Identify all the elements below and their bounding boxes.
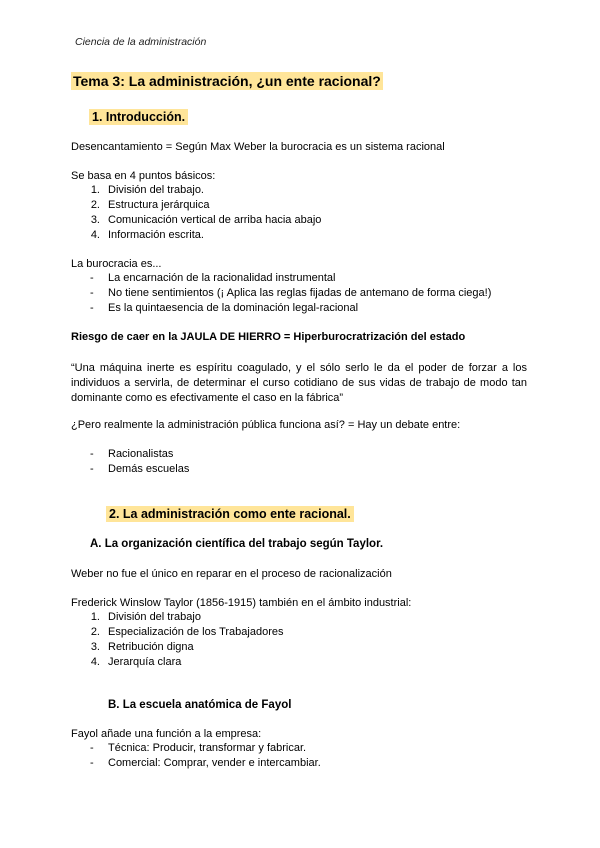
section-2-heading: 2. La administración como ente racional. — [106, 506, 354, 522]
list-item: - Es la quintaesencia de la dominación legal-racional — [90, 302, 359, 314]
subsection-a-heading: A. La organización científica del trabajo según Taylor. — [90, 538, 384, 550]
list-item: - Técnica: Producir, transformar y fabricar. — [90, 742, 307, 754]
list-item: 2. Especialización de los Trabajadores — [90, 626, 284, 638]
list-item: 3. Retribución digna — [90, 641, 194, 653]
fayol-intro: Fayol añade una función a la empresa: — [71, 728, 262, 740]
weber-racionalizacion-text: Weber no fue el único en reparar en el proceso de racionalización — [71, 568, 392, 580]
list-item: - Racionalistas — [90, 448, 174, 460]
list-item: 3. Comunicación vertical de arriba hacia abajo — [90, 214, 322, 226]
iron-cage-risk: Riesgo de caer en la JAULA DE HIERRO = Hiperburocratrización del estado — [71, 331, 466, 343]
basics-intro: Se basa en 4 puntos básicos: — [71, 170, 216, 182]
debate-question: ¿Pero realmente la administración pública funciona así? = Hay un debate entre: — [71, 419, 461, 431]
weber-quote: “Una máquina inerte es espíritu coagulado, y el sólo serlo le da el poder de forzar a los individuos a servirla, de determinar el curso cotidiano de sus vidas de trabajo de modo tan dominante como es efectivamente el caso en la fábrica” — [71, 362, 527, 404]
list-item: 1. División del trabajo — [90, 611, 201, 623]
list-item: - No tiene sentimientos (¡ Aplica las reglas fijadas de antemano de forma ciega!) — [90, 287, 492, 299]
list-item: 4. Información escrita. — [90, 229, 204, 241]
desencantamiento-text: Desencantamiento = Según Max Weber la burocracia es un sistema racional — [71, 141, 445, 153]
list-item: - Comercial: Comprar, vender e intercambiar. — [90, 757, 321, 769]
list-item: - Demás escuelas — [90, 463, 190, 475]
list-item: - La encarnación de la racionalidad instrumental — [90, 272, 336, 284]
taylor-intro: Frederick Winslow Taylor (1856-1915) también en el ámbito industrial: — [71, 597, 412, 609]
course-header: Ciencia de la administración — [75, 36, 207, 48]
subsection-b-heading: B. La escuela anatómica de Fayol — [108, 699, 292, 711]
section-1-heading: 1. Introducción. — [89, 109, 188, 125]
list-item: 1. División del trabajo. — [90, 184, 204, 196]
topic-title: Tema 3: La administración, ¿un ente racional? — [73, 73, 381, 89]
list-item: 2. Estructura jerárquica — [90, 199, 210, 211]
bureaucracy-intro: La burocracia es... — [71, 258, 162, 270]
list-item: 4. Jerarquía clara — [90, 656, 182, 668]
